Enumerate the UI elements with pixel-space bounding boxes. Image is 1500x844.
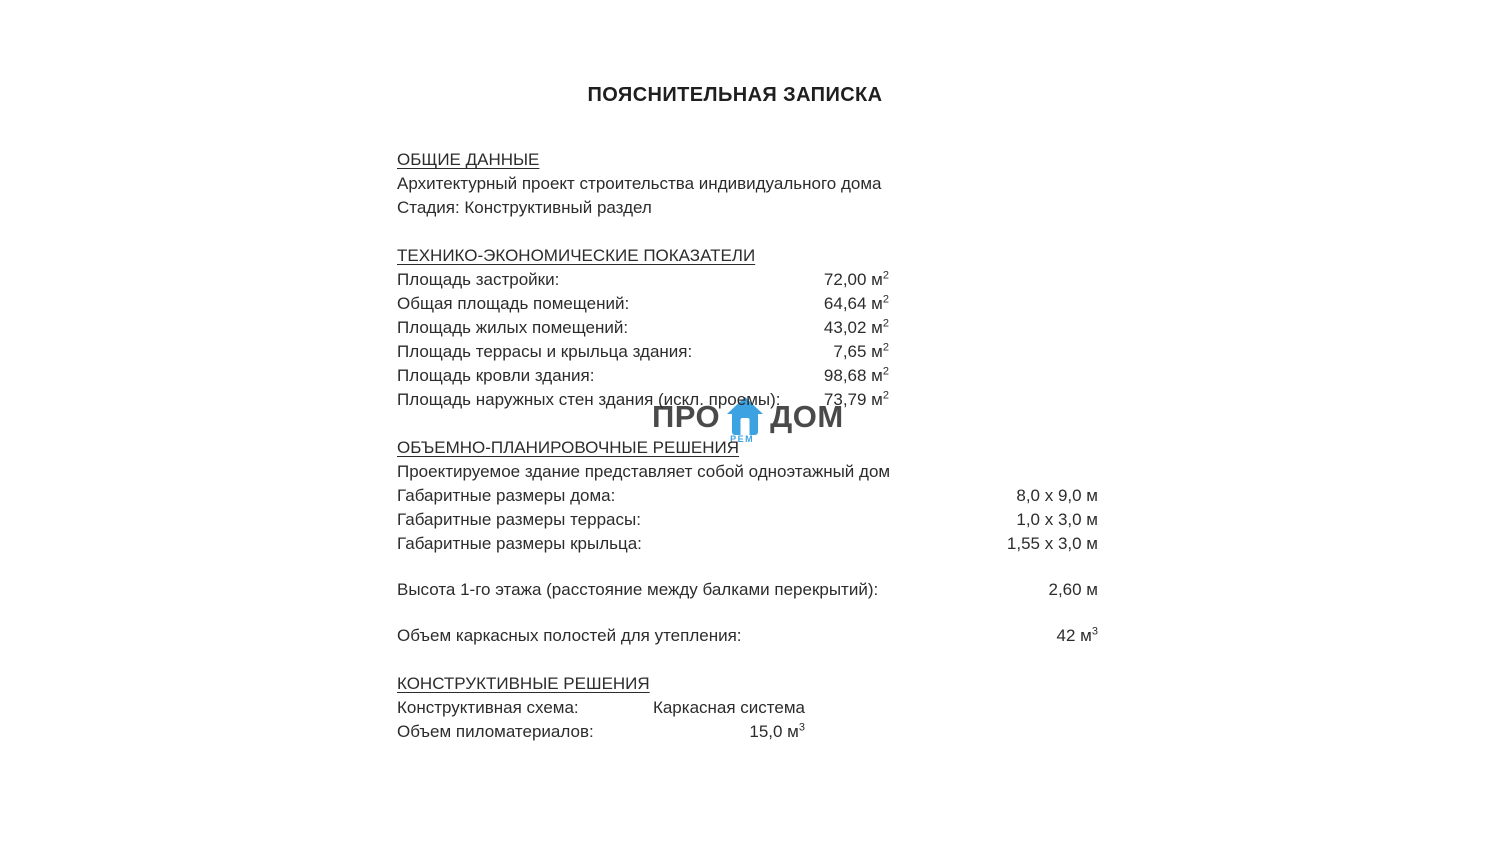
indicator-label: Площадь наружных стен здания (искл. проемы): [397,390,781,409]
planning-value: 1,0 х 3,0 м [1016,510,1098,529]
section-heading-planning: ОБЪЕМНО-ПЛАНИРОВОЧНЫЕ РЕШЕНИЯ [397,438,740,457]
indicator-value: 7,65 $м^2$ [833,341,889,361]
floor-height-value: 2,60 м [1048,580,1098,599]
indicator-label: Площадь террасы и крыльца здания: [397,342,693,361]
planning-intro: Проектируемое здание представляет собой одноэтажный дом [397,462,891,481]
general-line-2: Стадия: Конструктивный раздел [397,198,652,217]
planning-label: Габаритные размеры крыльца: [397,534,642,553]
indicator-row [397,388,889,412]
watermark-pro-text: ПРО [652,399,721,434]
indicator-label: Площадь кровли здания: [397,366,595,385]
general-line-1: Архитектурный проект строительства индивидуального дома [397,174,882,193]
indicator-row [397,268,889,292]
section-heading-general: ОБЩИЕ ДАННЫЕ [397,150,540,169]
indicator-value: 72,00 $м^2$ [823,269,889,289]
planning-row [397,484,1098,508]
indicator-value: 64,64 $м^2$ [823,293,889,313]
planning-value: 8,0 х 9,0 м [1016,486,1098,505]
page-title: ПОЯСНИТЕЛЬНАЯ ЗАПИСКА [587,84,883,106]
structural-label: Объем пиломатериалов: [397,722,594,741]
indicator-label: Площадь жилых помещений: [397,318,629,337]
insulation-volume-row [397,624,1098,648]
structural-row [397,696,805,720]
indicator-row [397,316,889,340]
planning-label: Габаритные размеры дома: [397,486,616,505]
watermark-rem-text: РЕМ [730,434,755,444]
indicator-row [397,292,889,316]
planning-label: Габаритные размеры террасы: [397,510,641,529]
planning-row [397,508,1098,532]
indicator-value: 43,02 $м^2$ [823,317,889,337]
structural-row [397,720,805,744]
planning-value: 1,55 х 3,0 м [1006,534,1098,553]
indicator-label: Площадь застройки: [397,270,560,289]
document-body [397,148,1098,744]
insulation-volume-label: Объем каркасных полостей для утепления: [397,626,742,645]
indicator-row [397,364,889,388]
planning-row [397,532,1098,556]
section-heading-indicators: ТЕХНИКО-ЭКОНОМИЧЕСКИЕ ПОКАЗАТЕЛИ [397,246,756,265]
insulation-volume-value: 42 $м^3$ [1056,625,1098,645]
watermark-dom-text: ДОМ [770,399,844,434]
indicator-label: Общая площадь помещений: [397,294,630,313]
structural-value: 15,0 $м^3$ [749,721,805,741]
indicator-value: 73,79 $м^2$ [823,389,889,409]
structural-value: Каркасная система [652,698,805,717]
floor-height-row [397,578,1098,602]
floor-height-label: Высота 1-го этажа (расстояние между балками перекрытий): [397,580,879,599]
indicator-row [397,340,889,364]
indicator-value: 98,68 $м^2$ [823,365,889,385]
structural-label: Конструктивная схема: [397,698,579,717]
section-heading-structural: КОНСТРУКТИВНЫЕ РЕШЕНИЯ [397,674,650,693]
